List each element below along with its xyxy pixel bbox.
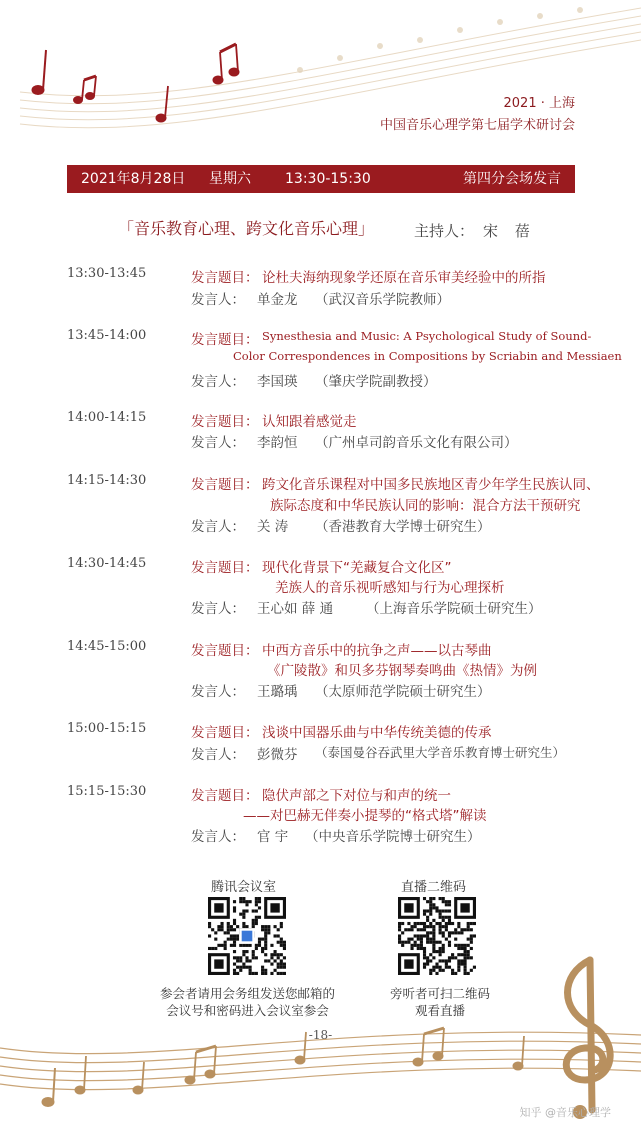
session-date: 2021年8月28日	[81, 171, 186, 187]
watermark-text: 知乎 @音乐心理学	[519, 1106, 611, 1119]
talk-title-line: ——对巴赫无伴奏小提琴的“格式塔”解读	[243, 808, 487, 824]
speaker-label: 发言人：	[191, 292, 245, 308]
talk-time: 14:15-14:30	[67, 473, 147, 488]
topic-label: 发言题目：	[191, 270, 259, 286]
talk-title-line: 浅谈中国器乐曲与中华传统美德的传承	[262, 725, 492, 741]
speaker-name: 李国瑛	[257, 374, 298, 390]
talk-title-line: 中西方音乐中的抗争之声——以古琴曲	[262, 643, 492, 659]
speaker-label: 发言人：	[191, 684, 245, 700]
speaker-affiliation: （香港教育大学博士研究生）	[315, 519, 491, 535]
live-caption-line-2: 观看直播	[414, 1003, 465, 1018]
talk-title-line: 跨文化音乐课程对中国多民族地区青少年学生民族认同、	[262, 477, 600, 493]
speaker-affiliation: （肇庆学院副教授）	[315, 374, 437, 390]
talk-title-line: 族际态度和中华民族认同的影响：混合方法干预研究	[270, 498, 581, 514]
session-weekday: 星期六	[209, 171, 251, 187]
speaker-label: 发言人：	[191, 829, 245, 845]
talk-title-line: 现代化背景下“羌藏复合文化区”	[262, 560, 452, 576]
talk-title-line: 认知跟着感觉走	[262, 414, 357, 430]
topic-label: 发言题目：	[191, 788, 259, 804]
talk-title-line: Synesthesia and Music: A Psychological Study of Sound-	[262, 329, 592, 343]
topic-label: 发言题目：	[191, 477, 259, 493]
tencent-caption-line-2: 会议号和密码进入会议室参会	[166, 1003, 329, 1018]
topic-label: 发言题目：	[191, 560, 259, 576]
speaker-label: 发言人：	[191, 601, 245, 617]
speaker-name: 单金龙	[257, 292, 298, 308]
bottom-music-staff-decoration	[0, 940, 641, 1129]
speaker-affiliation: （武汉音乐学院教师）	[315, 292, 450, 308]
speaker-affiliation: （太原师范学院硕士研究生）	[315, 684, 491, 700]
treble-clef-icon	[566, 960, 610, 1110]
speaker-affiliation: （中央音乐学院博士研究生）	[305, 829, 481, 845]
topic-label: 发言题目：	[191, 725, 259, 741]
talk-time: 15:00-15:15	[67, 721, 147, 736]
live-stream-title: 直播二维码	[401, 880, 467, 895]
speaker-name: 王璐瑀	[257, 684, 298, 700]
topic-label: 发言题目：	[191, 332, 259, 348]
talk-time: 14:30-14:45	[67, 556, 147, 571]
speaker-name: 彭微芬	[257, 747, 298, 763]
speaker-name: 王心如 薛 通	[257, 601, 334, 617]
tencent-meeting-title: 腾讯会议室	[211, 880, 277, 895]
talk-title-line: Color Correspondences in Compositions by Scriabin and Messiaen	[233, 349, 622, 363]
conference-year-city: 2021 · 上海	[503, 96, 575, 111]
talk-time: 14:00-14:15	[67, 410, 147, 425]
topic-label: 发言题目：	[191, 414, 259, 430]
theme-open-bracket: 「	[118, 219, 135, 238]
speaker-label: 发言人：	[191, 435, 245, 451]
host-name: 宋 蓓	[483, 222, 536, 240]
speaker-label: 发言人：	[191, 374, 245, 390]
session-theme-text: 音乐教育心理、跨文化音乐心理	[134, 219, 359, 238]
topic-label: 发言题目：	[191, 643, 259, 659]
talk-time: 13:30-13:45	[67, 266, 147, 281]
talk-title-line: 羌族人的音乐视听感知与行为心理探析	[275, 580, 505, 596]
speaker-affiliation: （广州卓司韵音乐文化有限公司）	[315, 435, 518, 451]
tencent-caption-line-1: 参会者请用会务组发送您邮箱的	[159, 986, 335, 1001]
conference-title: 中国音乐心理学第七届学术研讨会	[379, 118, 575, 133]
speaker-name: 关 涛	[257, 519, 289, 535]
speaker-label: 发言人：	[191, 519, 245, 535]
talk-title-line: 《广陵散》和贝多芬钢琴奏鸣曲《热情》为例	[267, 663, 537, 679]
page-number: -18-	[308, 1028, 333, 1042]
speaker-name: 李韵恒	[257, 435, 298, 451]
speaker-name: 官 宇	[257, 829, 289, 845]
host-label: 主持人：	[414, 222, 475, 240]
talk-time: 15:15-15:30	[67, 784, 147, 799]
talk-time: 13:45-14:00	[67, 328, 147, 343]
talk-title-line: 隐伏声部之下对位与和声的统一	[262, 788, 451, 804]
session-venue: 第四分会场发言	[463, 171, 561, 187]
speaker-affiliation: （上海音乐学院硕士研究生）	[366, 601, 542, 617]
live-caption-line-1: 旁听者可扫二维码	[389, 986, 490, 1001]
speaker-label: 发言人：	[191, 747, 245, 763]
session-time: 13:30-15:30	[285, 171, 371, 187]
talk-title-line: 论杜夫海纳现象学还原在音乐审美经验中的所指	[262, 270, 546, 286]
speaker-affiliation: （泰国曼谷吞武里大学音乐教育博士研究生）	[315, 745, 566, 760]
session-date-bar	[67, 165, 575, 193]
talk-time: 14:45-15:00	[67, 639, 147, 654]
session-theme	[118, 218, 374, 240]
theme-close-bracket: 」	[358, 219, 375, 238]
